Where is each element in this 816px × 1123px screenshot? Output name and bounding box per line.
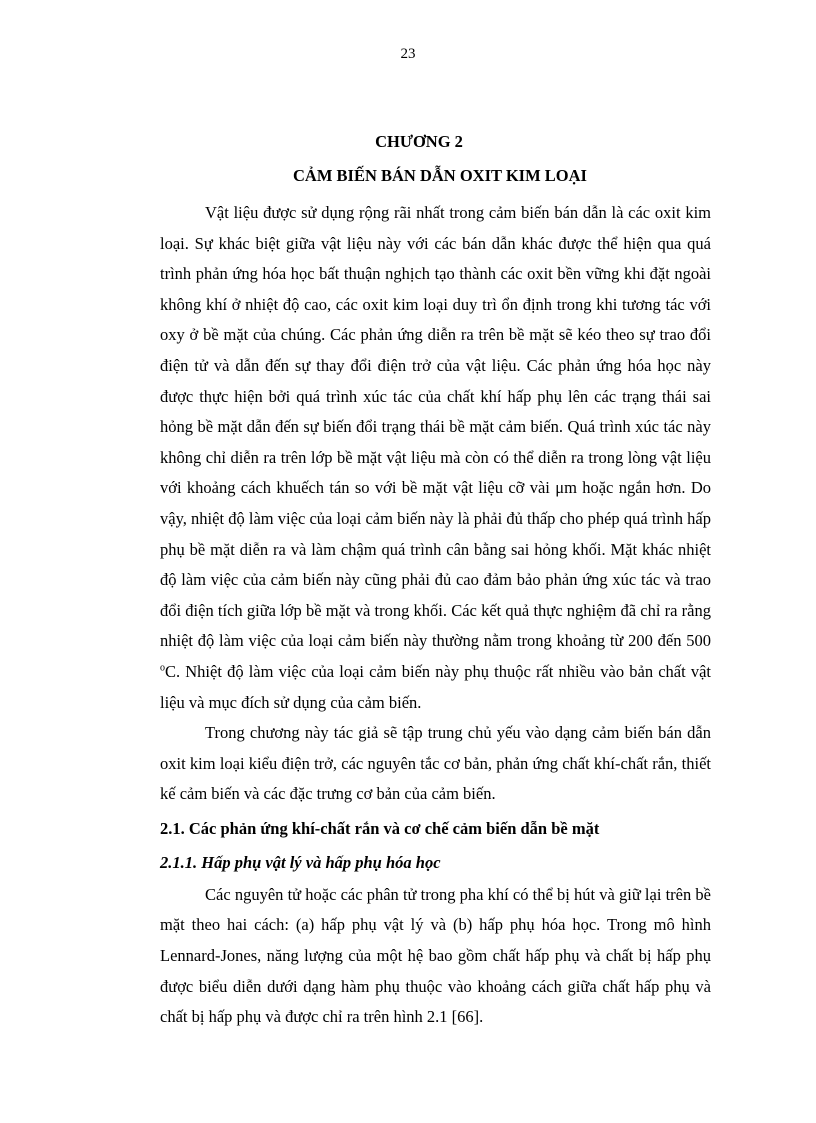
paragraph-adsorption: Các nguyên tử hoặc các phân tử trong pha khí có thể bị hút và giữ lại trên bề mặt theo hai cách: (a) hấp phụ vật lý và (b) hấp phụ hóa học. Trong mô hình Lennard-Jones, năng lượng của một hệ bao gồm chất hấp phụ và chất bị hấp phụ được biểu diễn dưới dạng hàm phụ thuộc vào khoảng cách giữa chất hấp phụ và chất bị hấp phụ và được chỉ ra trên hình 2.1 [66]. [160, 884, 711, 1027]
paragraph-chapter-scope: Trong chương này tác giả sẽ tập trung chủ yếu vào dạng cảm biến bán dẫn oxit kim loại kiểu điện trở, các nguyên tắc cơ bản, phản ứng chất khí-chất rắn, thiết kế cảm biến và các đặc trưng cơ bản của cảm biến. [160, 723, 711, 804]
section-heading: 2.1. Các phản ứng khí-chất rắn và cơ chế cảm biến dẫn bề mặt [160, 818, 600, 838]
degree-superscript: o [160, 662, 165, 674]
page-number: 23 [400, 46, 416, 62]
chapter-label: CHƯƠNG 2 [375, 132, 463, 151]
body-text [160, 198, 711, 1033]
subsection-heading: 2.1.1. Hấp phụ vật lý và hấp phụ hóa học [160, 852, 441, 872]
paragraph-intro-tail: C. Nhiệt độ làm việc của loại cảm biến này phụ thuộc rất nhiều vào bản chất vật liệu và mục đích sử dụng của cảm biến. [160, 661, 711, 712]
paragraph-intro [160, 198, 711, 718]
chapter-title: CẢM BIẾN BÁN DẪN OXIT KIM LOẠI [293, 166, 587, 185]
paragraph-intro-text: Vật liệu được sử dụng rộng rãi nhất trong cảm biến bán dẫn là các oxit kim loại. Sự khác biệt giữa vật liệu này với các bán dẫn khác được thể hiện qua quá trình phản ứng hóa học bất thuận nghịch tạo thành các oxit bền vững khi đặt ngoài không khí ở nhiệt độ cao, các oxit kim loại duy trì ổn định trong khi tương tác với oxy ở bề mặt của chúng. Các phản ứng diễn ra trên bề mặt sẽ kéo theo sự trao đổi điện tử và dẫn đến sự thay đổi điện trở của vật liệu. Các phản ứng hóa học này được thực hiện bởi quá trình xúc tác của chất khí hấp phụ lên các trạng thái sai hỏng bề mặt dẫn đến sự biến đổi trạng thái bề mặt cảm biến. Quá trình xúc tác này không chỉ diễn ra trên lớp bề mặt vật liệu mà còn có thể diễn ra trong lòng vật liệu với khoảng cách khuếch tán so với bề mặt vật liệu cỡ vài μm hoặc ngắn hơn. Do vậy, nhiệt độ làm việc của loại cảm biến này là phải đủ thấp cho phép quá trình hấp phụ bề mặt diễn ra và làm chậm quá trình cân bằng sai hỏng khối. Mặt khác nhiệt độ làm việc của cảm biến này cũng phải đủ cao đảm bảo phản ứng xúc tác và trao đổi điện tích giữa lớp bề mặt và trong khối. Các kết quả thực nghiệm đã chỉ ra rằng nhiệt độ làm việc của loại cảm biến này thường nằm trong khoảng từ 200 đến 500 [160, 203, 711, 651]
